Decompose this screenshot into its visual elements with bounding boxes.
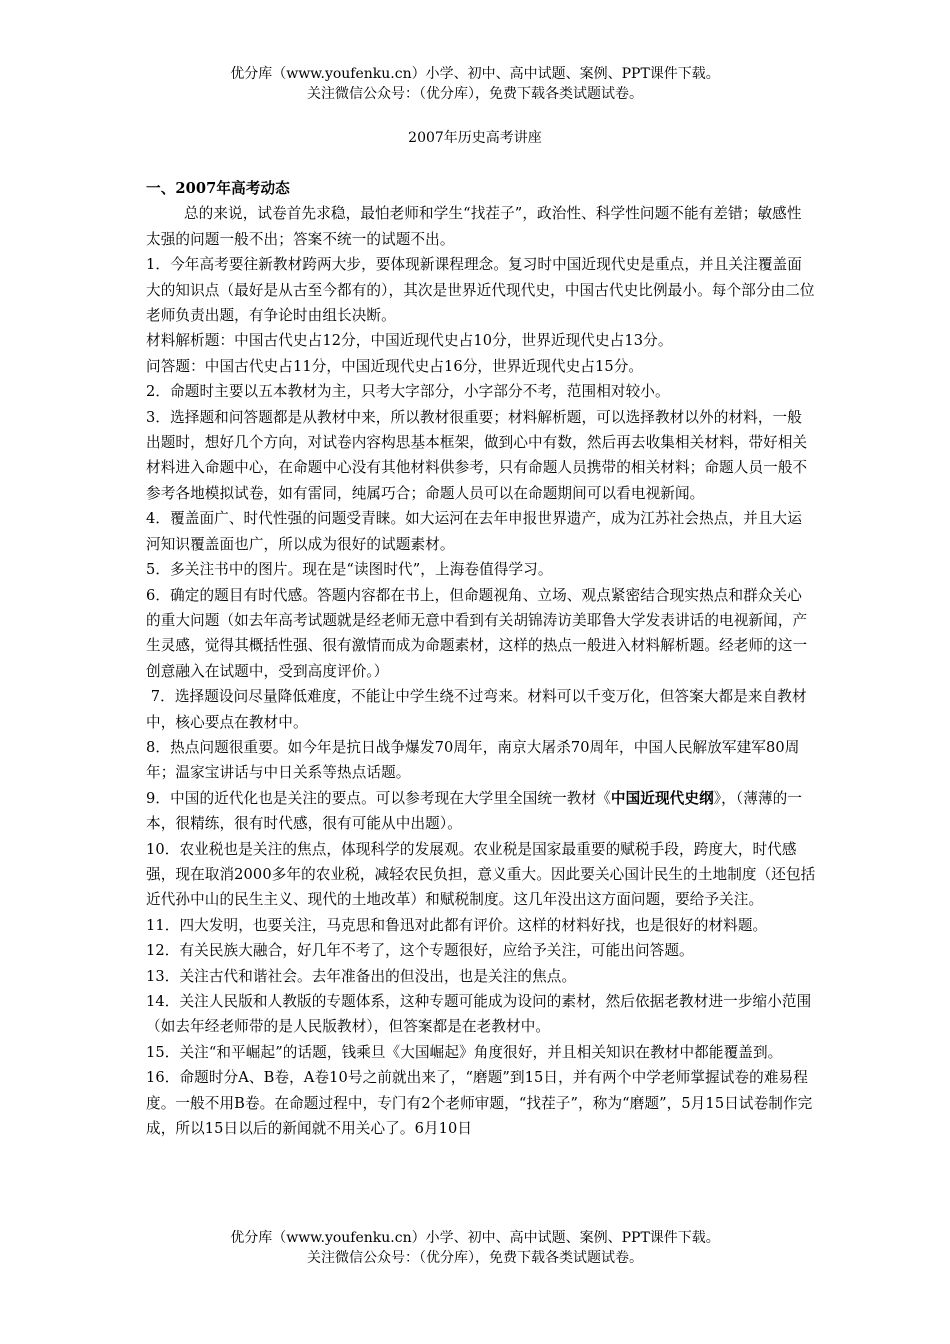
paragraph-10: 10．农业税也是关注的焦点，体现科学的发展观。农业税是国家最重要的赋税手段，跨度大，时代感强，现在取消2000多年的农业税，减轻农民负担，意义重大。因此要关心国计民生的土地制度（还包括近代孙中山的民生主义、现代的土地改革）和赋税制度。这几年没出这方面问题，要给予关注。 (146, 840, 816, 909)
paragraph-1-question: 问答题：中国古代史占11分，中国近现代史占16分，世界近现代史占15分。 (146, 357, 644, 375)
paragraph-9 (146, 786, 816, 837)
paragraph-13: 13．关注古代和谐社会。去年准备出的但没出，也是关注的焦点。 (146, 967, 577, 985)
page-header (0, 64, 950, 104)
section-heading: 一、2007年高考动态 (146, 180, 290, 197)
paragraph-8: 8．热点问题很重要。如今年是抗日战争爆发70周年，南京大屠杀70周年，中国人民解放军建军80周年；温家宝讲话与中日关系等热点话题。 (146, 738, 800, 782)
header-line-1: 优分库（www.youfenku.cn）小学、初中、高中试题、案例、PPT课件下载。 (230, 66, 720, 82)
paragraph-7: 7．选择题设问尽量降低难度，不能让中学生绕不过弯来。材料可以千变万化，但答案大都是来自教材中，核心要点在教材中。 (146, 688, 807, 731)
header-line-2: 关注微信公众号：（优分库），免费下载各类试题试卷。 (307, 86, 643, 102)
paragraph-12: 12．有关民族大融合，好几年不考了，这个专题很好，应给予关注，可能出问答题。 (146, 942, 694, 960)
document-title: 2007年历史高考讲座 (408, 130, 542, 146)
paragraph-11: 11．四大发明，也要关注，马克思和鲁迅对此都有评价。这样的材料好找，也是很好的材料题。 (146, 916, 768, 934)
paragraph-16: 16．命题时分A、B卷，A卷10号之前就出来了，“磨题”到15日，并有两个中学老师掌握试卷的难易程度。一般不用B卷。在命题过程中，专门有2个老师审题，“找茬子”，称为“磨题”，5月15日试卷制作完成，所以15日以后的新闻就不用关心了。6月10日 (146, 1069, 813, 1138)
paragraph-6: 6．确定的题目有时代感。答题内容都在书上，但命题视角、立场、观点紧密结合现实热点和群众关心的重大问题（如去年高考试题就是经老师无意中看到有关胡锦涛访美耶鲁大学发表讲话的电视新闻，产生灵感，觉得其概括性强、很有激情而成为命题素材，这样的热点一般进入材料解析题。经老师的这一创意融入在试题中，受到高度评价。） (146, 586, 808, 680)
paragraph-5: 5．多关注书中的图片。现在是“读图时代”，上海卷值得学习。 (146, 561, 553, 579)
footer-line-1: 优分库（www.youfenku.cn）小学、初中、高中试题、案例、PPT课件下载。 (230, 1230, 720, 1246)
page-footer (0, 1228, 950, 1268)
paragraph-14: 14．关注人民版和人教版的专题体系，这种专题可能成为设问的素材，然后依据老教材进一步缩小范围（如去年经老师带的是人民版教材），但答案都是在老教材中。 (146, 993, 812, 1036)
footer-line-2: 关注微信公众号：（优分库），免费下载各类试题试卷。 (307, 1250, 643, 1266)
paragraph-3: 3．选择题和问答题都是从教材中来，所以教材很重要；材料解析题，可以选择教材以外的材料，一般出题时，想好几个方向，对试卷内容构思基本框架，做到心中有数，然后再去收集相关材料，带好相关材料进入命题中心，在命题中心没有其他材料供参考，只有命题人员携带的相关材料；命题人员一般不参考各地模拟试卷，如有雷同，纯属巧合；命题人员可以在命题期间可以看电视新闻。 (146, 408, 808, 502)
paragraph-9-after: 》，（薄薄的一本，很精练，很有时代感，很有可能从中出题）。 (146, 789, 803, 833)
paragraph-1: 1．今年高考要往新教材跨两大步，要体现新课程理念。复习时中国近现代史是重点，并且关注覆盖面大的知识点（最好是从古至今都有的），其次是世界近代现代史，中国古代史比例最小。每个部分由二位老师负责出题，有争论时由组长决断。 (146, 256, 815, 325)
paragraph-9-before: 9．中国的近代化也是关注的要点。可以参考现在大学里全国统一教材《 (146, 789, 611, 807)
intro-paragraph: 总的来说，试卷首先求稳，最怕老师和学生“找茬子”，政治性、科学性问题不能有差错；敏感性太强的问题一般不出；答案不统一的试题不出。 (146, 205, 802, 248)
paragraph-15: 15．关注“和平崛起”的话题，钱乘旦《大国崛起》角度很好，并且相关知识在教材中都能覆盖到。 (146, 1043, 783, 1061)
paragraph-1-material: 材料解析题：中国古代史占12分，中国近现代史占10分，世界近现代史占13分。 (146, 332, 673, 350)
paragraph-2: 2．命题时主要以五本教材为主，只考大字部分，小字部分不考，范围相对较小。 (146, 383, 670, 401)
book-title: 中国近现代史纲 (610, 789, 714, 807)
document-body (146, 176, 816, 1141)
paragraph-4: 4．覆盖面广、时代性强的问题受青睐。如大运河在去年申报世界遗产，成为江苏社会热点，并且大运河知识覆盖面也广，所以成为很好的试题素材。 (146, 510, 802, 553)
